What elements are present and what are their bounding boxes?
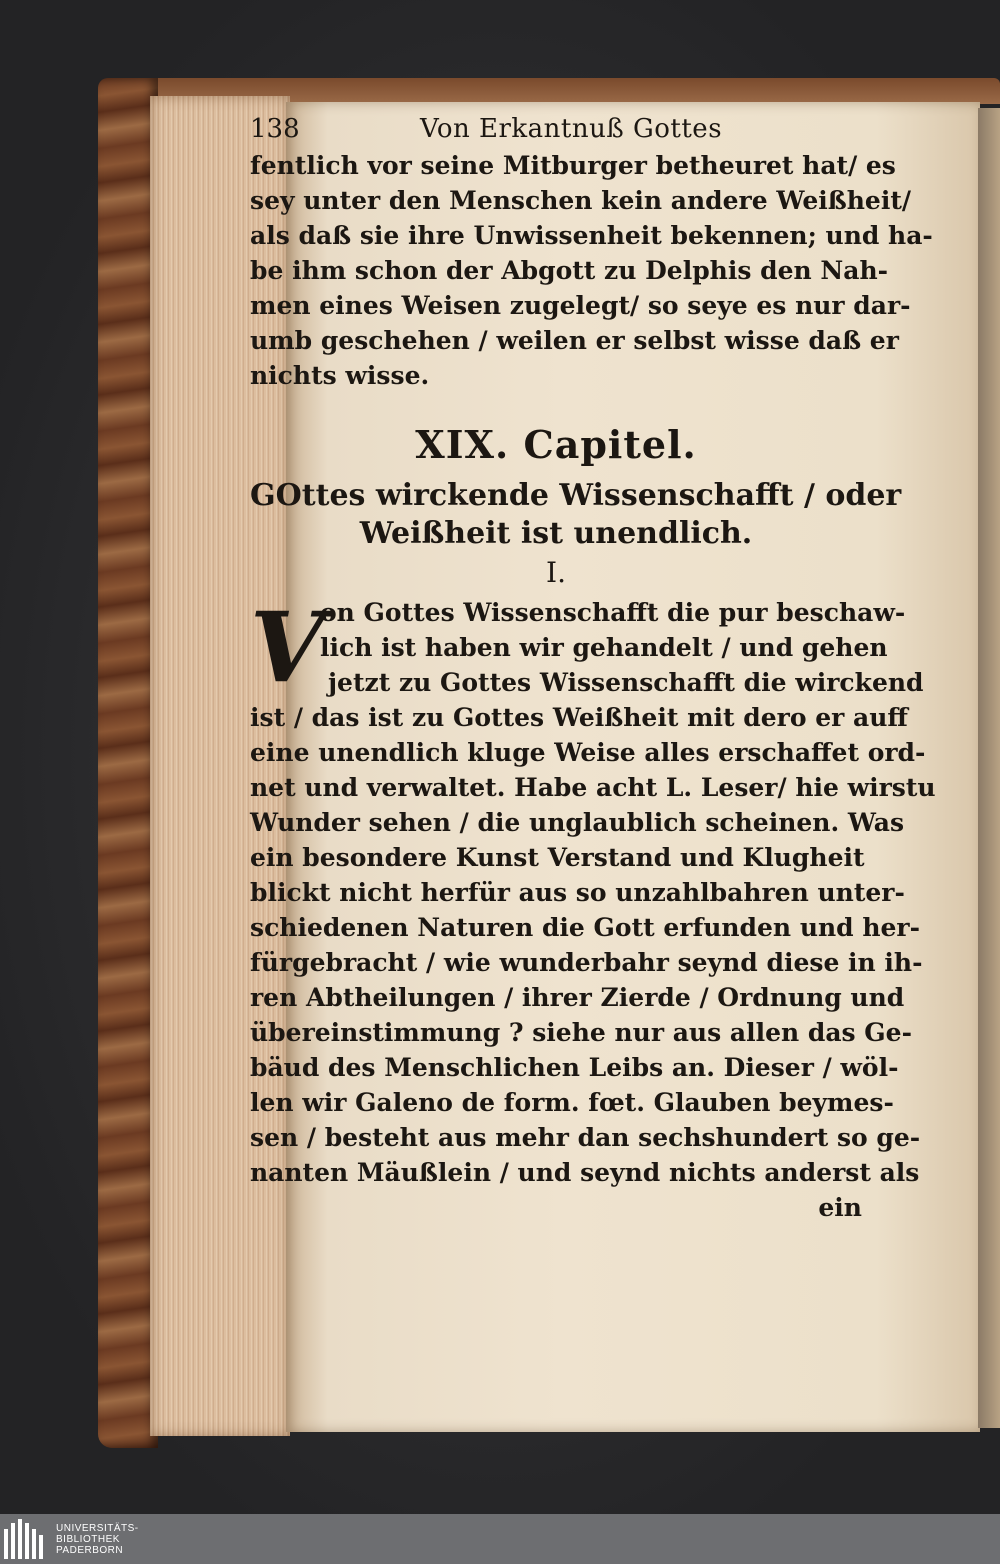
next-page-sliver xyxy=(978,108,1000,1428)
text-line: bäud des Menschlichen Leibs an. Dieser / wöl- xyxy=(250,1053,899,1082)
text-line: Wunder sehen / die unglaublich scheinen. Was xyxy=(250,808,905,837)
text-line: sen / besteht aus mehr dan sechshundert so ge- xyxy=(250,1123,921,1152)
chapter-heading: XIX. Capitel. xyxy=(415,422,697,467)
text-line: men eines Weisen zugelegt/ so seye es nur dar- xyxy=(250,291,911,320)
library-name xyxy=(56,1523,139,1556)
drop-cap: V xyxy=(250,591,325,704)
library-name-line: PADERBORN xyxy=(56,1544,124,1556)
text-line: fürgebracht / wie wunderbahr seynd diese in ih- xyxy=(250,948,923,977)
text-line: nichts wisse. xyxy=(250,361,430,390)
chapter-subtitle: Weißheit ist unendlich. xyxy=(359,516,753,551)
text-line: nanten Mäußlein / und seynd nichts anderst als xyxy=(250,1158,920,1187)
text-line: net und verwaltet. Habe acht L. Leser/ hie wirstu xyxy=(250,773,936,802)
running-head xyxy=(250,112,862,146)
library-name-line: UNIVERSITÄTS- xyxy=(56,1522,139,1534)
library-logo-icon xyxy=(4,1517,48,1561)
text-line: be ihm schon der Abgott zu Delphis den Nah- xyxy=(250,256,889,285)
text-block-body xyxy=(250,700,936,1190)
text-line: on Gottes Wissenschafft die pur beschaw- xyxy=(320,598,906,627)
text-line: als daß sie ihre Unwissenheit bekennen; und ha- xyxy=(250,221,933,250)
text-line: len wir Galeno de form. fœt. Glauben beymes- xyxy=(250,1088,894,1117)
text-line: blickt nicht herfür aus so unzahlbahren unter- xyxy=(250,878,905,907)
text-line: umb geschehen / weilen er selbst wisse daß er xyxy=(250,326,899,355)
text-line: fentlich vor seine Mitburger betheuret hat/ es xyxy=(250,151,896,180)
text-line: lich ist haben wir gehandelt / und gehen xyxy=(320,633,888,662)
text-line: ein besondere Kunst Verstand und Klugheit xyxy=(250,843,865,872)
page-number: 138 xyxy=(250,114,300,144)
drop-cap-paragraph xyxy=(250,591,924,704)
text-line: sey unter den Menschen kein andere Weißheit/ xyxy=(250,186,912,215)
text-line: jetzt zu Gottes Wissenschafft die wirckend xyxy=(328,668,924,697)
text-line: schiedenen Naturen die Gott erfunden und her- xyxy=(250,913,920,942)
book-spine-edge xyxy=(98,78,158,1448)
text-block-top xyxy=(250,148,933,393)
catchword: ein xyxy=(818,1193,862,1222)
text-line: ist / das ist zu Gottes Weißheit mit dero er auff xyxy=(250,703,908,732)
page-text xyxy=(250,112,936,1225)
running-title: Von Erkantnuß Gottes xyxy=(419,114,723,144)
chapter-subtitle: GOttes wirckende Wissenschafft / oder xyxy=(250,478,902,513)
library-name-line: BIBLIOTHEK xyxy=(56,1533,120,1545)
text-line: ren Abtheilungen / ihrer Zierde / Ordnung und xyxy=(250,983,905,1012)
text-line: übereinstimmung ? siehe nur aus allen das Ge- xyxy=(250,1018,912,1047)
text-line: eine unendlich kluge Weise alles erschaffet ord- xyxy=(250,738,926,767)
library-footer xyxy=(0,1514,1000,1564)
section-number: I. xyxy=(546,556,566,589)
